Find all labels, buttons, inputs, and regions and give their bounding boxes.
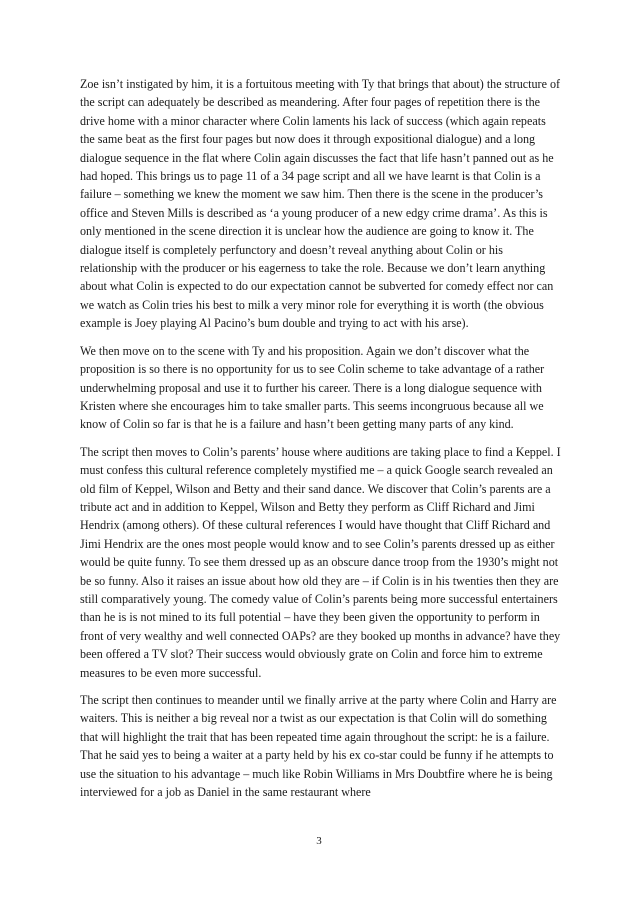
- paragraph-4: The script then continues to meander until we finally arrive at the party where Colin and Harry are waiters. This is neither a big reveal nor a twist as our expectation is that Colin will do something that will highlight the trait that has been repeated time again throughout the script: he is a failure. That he said yes to being a waiter at a party held by his ex co-star could be funny if he attempts to use the situation to his advantage – much like Robin Williams in Mrs Doubtfire where he is being interviewed for a job as Daniel in the same restaurant where: [80, 693, 557, 800]
- page-number: 3: [316, 835, 322, 847]
- paragraph-2: We then move on to the scene with Ty and his proposition. Again we don’t discover what the proposition is so there is no opportunity for us to see Colin scheme to take advantage of a rather underwhelming proposal and use it to further his career. There is a long dialogue sequence with Kristen where she encourages him to take smaller parts. This seems incongruous because all we know of Colin so far is that he is a failure and hasn’t been getting many parts of any kind.: [80, 343, 545, 432]
- paragraph-3: The script then moves to Colin’s parents’ house where auditions are taking place to find a Keppel. I must confess this cultural reference completely mystified me – a quick Google search revealed an old film of Keppel, Wilson and Betty and their sand dance. We discover that Colin’s parents are a tribute act and in addition to Keppel, Wilson and Betty they perform as Cliff Richard and Jimi Hendrix (among others). Of these cultural references I would have thought that Cliff Richard and Jimi Hendrix are the ones most people would know and to see Colin’s parents dressed up as either would be quite funny. To see them dressed up as an obscure dance troop from the 1930’s might not be so funny. Also it raises an issue about how old they are – if Colin is in his twenties then they are still comparatively young. The comedy value of Colin’s parents being more successful entertainers than he is is not mined to its full potential – have they been given the opportunity to perform in front of very wealthy and well connected OAPs? are they booked up months in advance? have they been offered a TV slot? Their success would obviously grate on Colin and force him to extreme measures to be even more successful.: [80, 444, 561, 680]
- body-text: [80, 75, 562, 810]
- paragraph-1: Zoe isn’t instigated by him, it is a fortuitous meeting with Ty that brings that about) the structure of the script can adequately be described as meandering. After four pages of repetition there is the drive home with a minor character where Colin laments his lack of success (which again repeats the same beat as the first four pages but now does it through expositional dialogue) and a long dialogue sequence in the flat where Colin again discusses the fact that life hasn’t panned out as he had hoped. This brings us to page 11 of a 34 page script and all we have learnt is that Colin is a failure – something we knew the moment we saw him. Then there is the scene in the producer’s office and Steven Mills is described as ‘a young producer of a new edgy crime drama’. As this is only mentioned in the scene direction it is unclear how the audience are going to know it. The dialogue itself is completely perfunctory and doesn’t reveal anything about Colin or his relationship with the producer or his eagerness to take the role. Because we don’t learn anything about what Colin is expected to do our expectation cannot be subverted for comedy effect nor can we watch as Colin tries his best to milk a very minor role for everything it is worth (the obvious example is Joey playing Al Pacino’s bum double and trying to act with his arse).: [80, 77, 561, 331]
